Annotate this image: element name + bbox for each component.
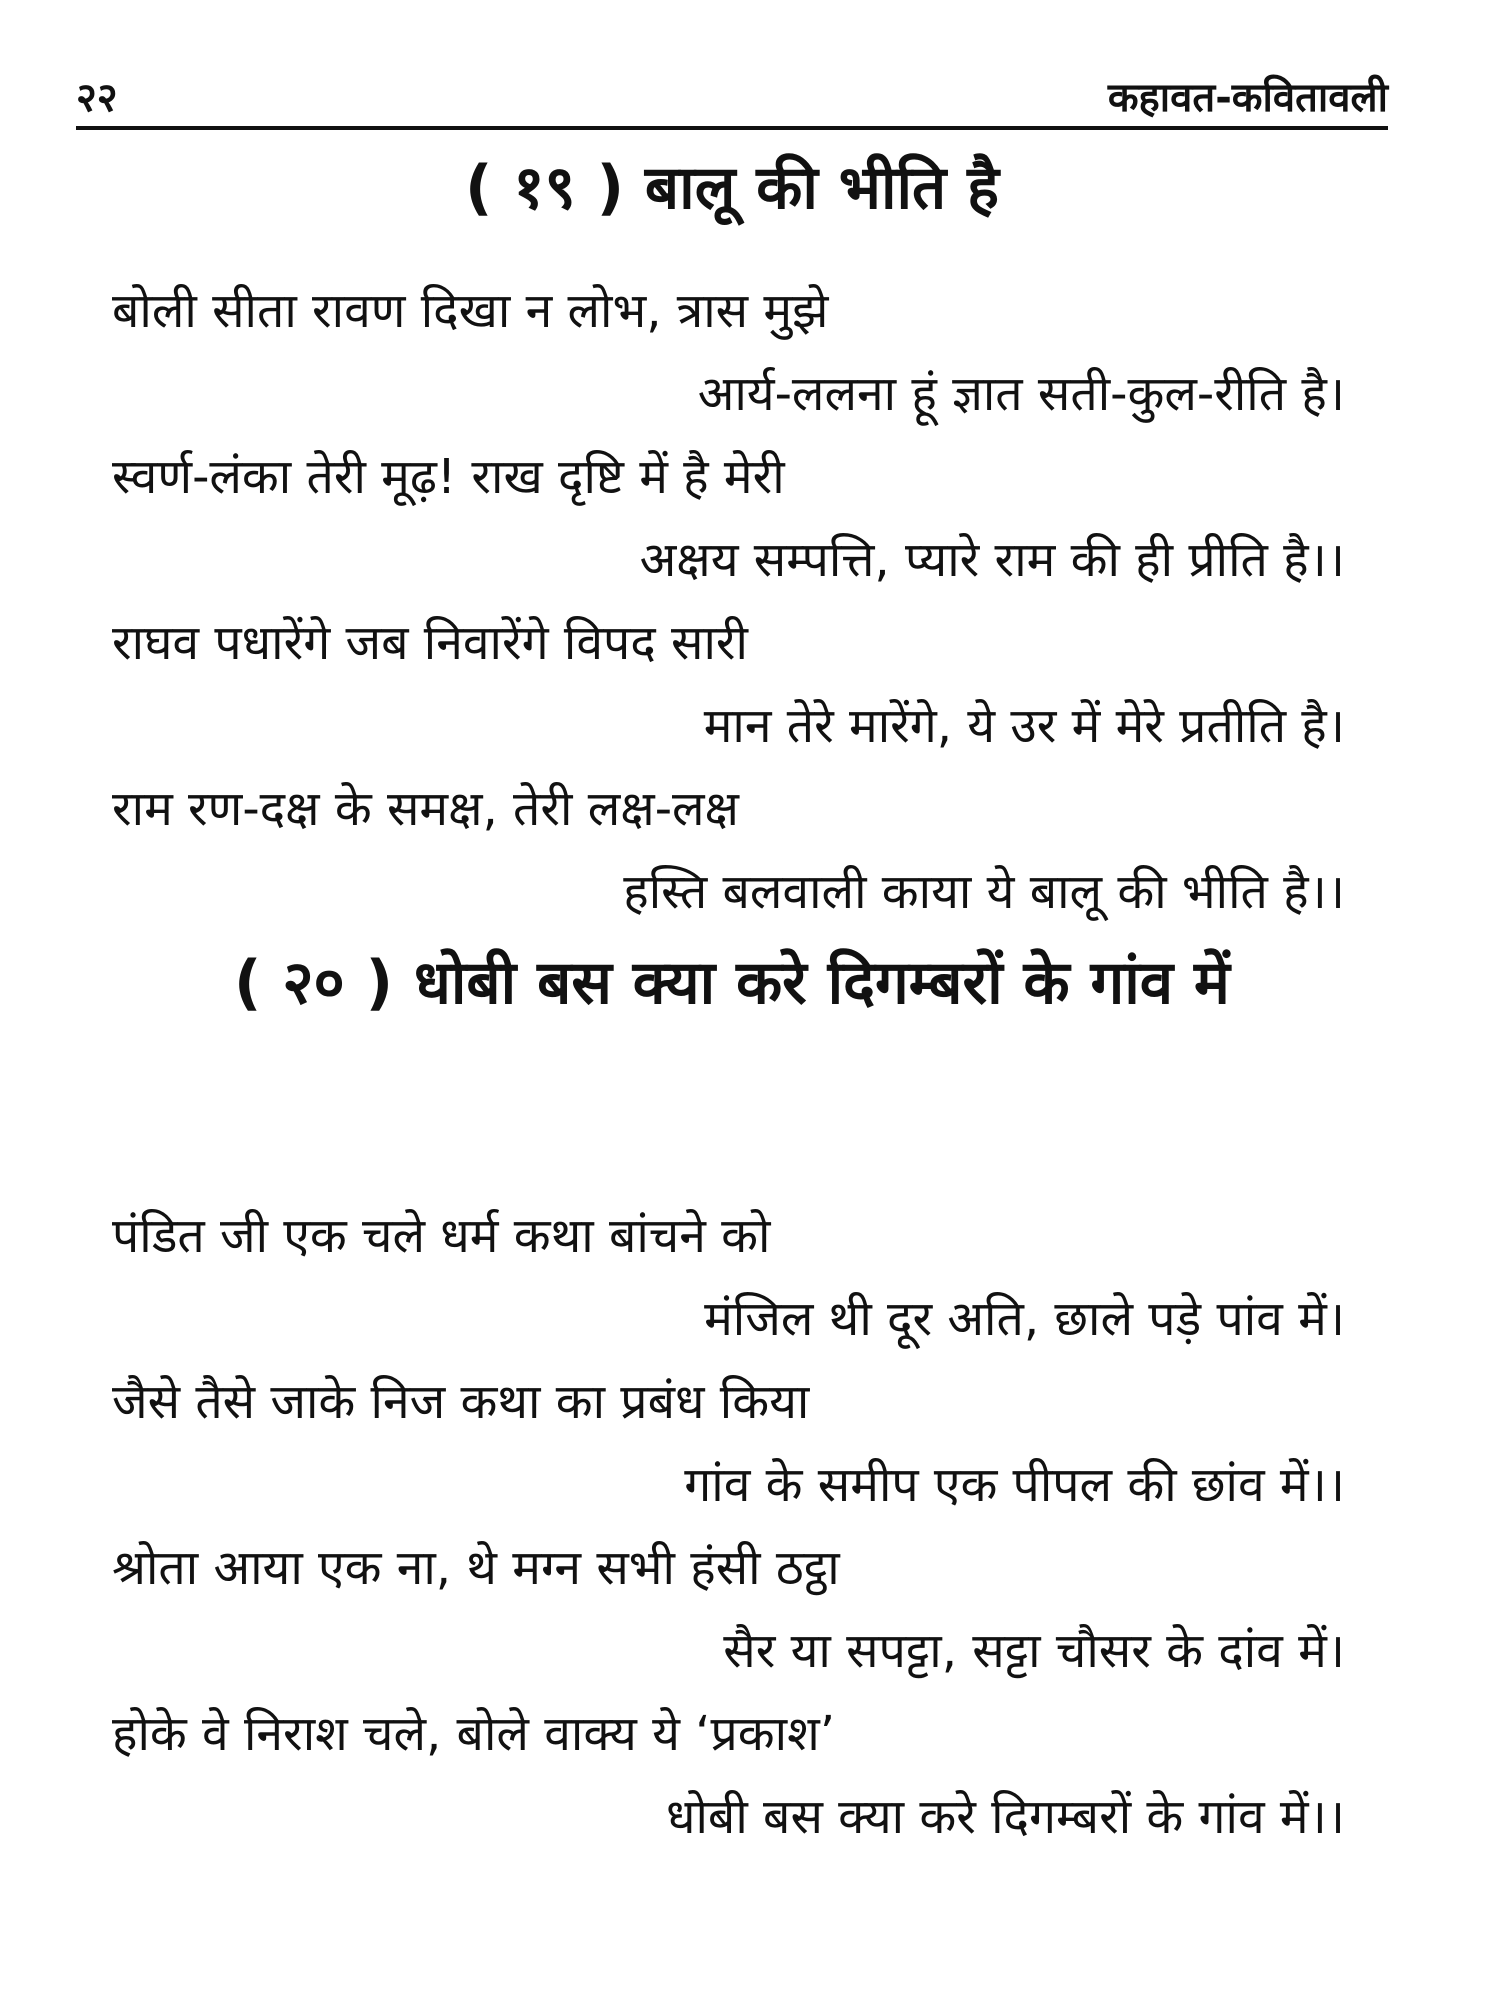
verse-line: हस्ति बलवाली काया ये बालू की भीति है।। xyxy=(623,864,1345,920)
verse-line: पंडित जी एक चले धर्म कथा बांचने को xyxy=(112,1208,771,1264)
verse-line: स्वर्ण-लंका तेरी मूढ़! राख दृष्टि में है मेरी xyxy=(112,449,785,505)
page-header xyxy=(76,70,1388,130)
verse-line: राम रण-दक्ष के समक्ष, तेरी लक्ष-लक्ष xyxy=(112,781,739,837)
verse-line: मान तेरे मारेंगे, ये उर में मेरे प्रतीति है। xyxy=(703,698,1345,754)
verse-line: बोली सीता रावण दिखा न लोभ, त्रास मुझे xyxy=(112,283,829,339)
verse-line: सैर या सपट्टा, सट्टा चौसर के दांव में। xyxy=(723,1623,1345,1679)
verse-line: मंजिल थी दूर अति, छाले पड़े पांव में। xyxy=(704,1291,1345,1347)
section-heading-19: ( १९ ) बालू की भीति है xyxy=(465,153,999,223)
running-title: कहावत-कवितावली xyxy=(1107,75,1388,121)
page-number: २२ xyxy=(76,75,118,121)
verse-line: जैसे तैसे जाके निज कथा का प्रबंध किया xyxy=(112,1374,810,1430)
verse-line: धोबी बस क्या करे दिगम्बरों के गांव में।। xyxy=(665,1789,1345,1845)
section-heading-20: ( २० ) धोबी बस क्या करे दिगम्बरों के गांव में xyxy=(234,948,1230,1018)
verse-line: गांव के समीप एक पीपल की छांव में।। xyxy=(684,1457,1345,1513)
verse-20 xyxy=(0,1195,1500,1859)
verse-line: श्रोता आया एक ना, थे मग्न सभी हंसी ठट्ठा xyxy=(112,1540,840,1596)
verse-line: आर्य-ललना हूं ज्ञात सती-कुल-रीति है। xyxy=(697,366,1345,422)
verse-19 xyxy=(0,270,1500,934)
verse-line: अक्षय सम्पत्ति, प्यारे राम की ही प्रीति है।। xyxy=(639,532,1345,588)
verse-line: होके वे निराश चले, बोले वाक्य ये ‘प्रकाश’ xyxy=(112,1706,835,1762)
verse-line: राघव पधारेंगे जब निवारेंगे विपद सारी xyxy=(112,615,748,671)
